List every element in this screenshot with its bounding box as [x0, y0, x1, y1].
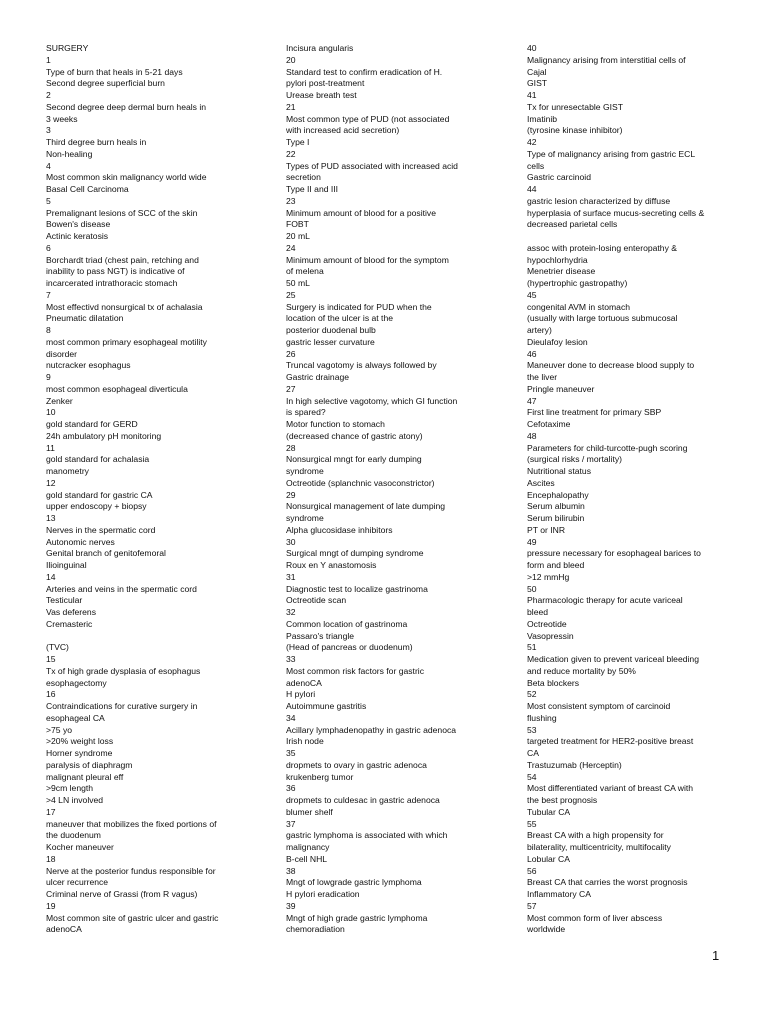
text-line: Nonsurgical mngt for early dumping [286, 454, 422, 465]
text-line: 22 [286, 148, 296, 159]
text-line: 19 [46, 900, 56, 911]
text-line: 16 [46, 689, 56, 700]
text-line: 50 mL [286, 278, 310, 288]
text-line: 12 [46, 477, 56, 488]
text-line: H pylori [286, 689, 316, 700]
text-line: >75 yo [46, 724, 73, 735]
text-line: Serum bilirubin [527, 513, 585, 523]
text-line: (decreased chance of gastric atony) [286, 430, 423, 441]
column-1 [46, 43, 256, 936]
text-line: Breast CA that carries the worst prognosis [527, 877, 688, 888]
text-line: Actinic keratosis [46, 231, 109, 241]
text-line: (surgical risks / mortality) [527, 454, 623, 465]
text-line: pressure necessary for esophageal barices to [527, 548, 701, 559]
text-line: form and bleed [527, 560, 585, 570]
text-line: Inflammatory CA [527, 889, 591, 899]
text-line: 14 [46, 571, 56, 582]
text-line: assoc with protein-losing enteropathy & [527, 242, 677, 253]
text-line: Nonsurgical management of late dumping [286, 501, 446, 512]
text-line: 24h ambulatory pH monitoring [46, 430, 162, 441]
text-line: Testicular [46, 595, 83, 606]
text-line: Vasopressin [527, 630, 574, 641]
text-line: Tx for unresectable GIST [527, 101, 623, 112]
text-line: 6 [46, 242, 51, 253]
text-line: manometry [46, 466, 89, 476]
text-line: Genital branch of genitofemoral [46, 548, 166, 559]
text-line: 3 [46, 125, 51, 136]
text-line: Bowen's disease [46, 219, 111, 230]
text-line: 18 [46, 853, 56, 864]
text-line: 15 [46, 654, 56, 664]
text-line: Ascites [527, 477, 555, 488]
text-line: 32 [286, 607, 296, 617]
text-line: chemoradiation [286, 924, 345, 935]
text-line: Menetrier disease [527, 266, 596, 277]
text-line: 40 [527, 43, 537, 53]
text-line: Pneumatic dilatation [46, 313, 124, 324]
text-line: 24 [286, 242, 296, 253]
text-line: Standard test to confirm eradication of H. [286, 66, 443, 77]
text-line: Second degree deep dermal burn heals in [46, 101, 207, 112]
text-line: 25 [286, 289, 296, 300]
text-line: Cremasteric [46, 618, 93, 629]
text-line: Breast CA with a high propensity for [527, 830, 664, 841]
text-line: adenoCA [46, 924, 82, 935]
text-line: (hypertrophic gastropathy) [527, 278, 628, 288]
page-number: 1 [712, 948, 720, 963]
text-line: disorder [46, 348, 78, 359]
text-line: inability to pass NGT) is indicative of [46, 266, 185, 277]
text-line: 53 [527, 724, 537, 735]
text-line: Types of PUD associated with increased acid [286, 160, 458, 171]
text-line: Octreotide scan [286, 595, 347, 606]
text-line: Contraindications for curative surgery in [46, 701, 198, 711]
text-line: Most common type of PUD (not associated [286, 113, 450, 124]
text-line: 49 [527, 536, 537, 547]
text-line: Autonomic nerves [46, 536, 115, 547]
text-line: Gastric drainage [286, 372, 350, 382]
text-line: Type of burn that heals in 5-21 days [46, 66, 183, 77]
text-line: of melena [286, 266, 324, 277]
text-line: 30 [286, 536, 296, 547]
text-line: bilaterality, multicentricity, multifocality [527, 842, 671, 852]
text-line: bleed [527, 607, 549, 617]
text-line: the best prognosis [527, 795, 598, 805]
text-line: 8 [46, 325, 51, 335]
text-line: Basal Cell Carcinoma [46, 184, 129, 194]
text-line: Tubular CA [527, 806, 571, 817]
text-line: >12 mmHg [527, 571, 570, 582]
text-line: krukenberg tumor [286, 771, 354, 782]
text-line: Most differentiated variant of breast CA with [527, 783, 694, 794]
text-line: pylori post-treatment [286, 78, 365, 89]
text-line: 23 [286, 195, 296, 206]
text-line: Dieulafoy lesion [527, 336, 588, 347]
text-line: upper endoscopy + biopsy [46, 501, 147, 512]
text-line: Non-healing [46, 148, 93, 159]
text-line: 20 [286, 54, 296, 65]
text-line: 37 [286, 818, 296, 829]
text-line: Urease breath test [286, 90, 357, 100]
text-line: 26 [286, 348, 296, 359]
text-line: Pharmacologic therapy for acute variceal [527, 595, 683, 606]
text-line: 5 [46, 195, 51, 206]
text-line: 41 [527, 90, 537, 100]
text-line: artery) [527, 325, 552, 335]
text-line: blumer shelf [286, 806, 333, 817]
text-line: Parameters for child-turcotte-pugh scoring [527, 442, 688, 453]
text-line: Serum albumin [527, 501, 585, 512]
text-line: 44 [527, 184, 537, 194]
text-line: Incisura angularis [286, 43, 354, 53]
text-line: Surgery is indicated for PUD when the [286, 301, 432, 312]
text-line: the duodenum [46, 830, 101, 841]
text-line: >4 LN involved [46, 795, 104, 805]
text-line: targeted treatment for HER2-positive breast [527, 736, 694, 747]
text-line: Premalignant lesions of SCC of the skin [46, 207, 198, 218]
text-line: Gastric carcinoid [527, 172, 591, 183]
text-line: Zenker [46, 395, 73, 406]
text-line: location of the ulcer is at the [286, 313, 394, 324]
text-line: maneuver that mobilizes the fixed portions of [46, 818, 217, 829]
text-line: incarcerated intrathoracic stomach [46, 278, 178, 288]
text-line: PT or INR [527, 524, 566, 535]
text-line: 46 [527, 348, 537, 359]
text-line: Common location of gastrinoma [286, 618, 408, 629]
text-line: gold standard for achalasia [46, 454, 150, 465]
column-2 [286, 43, 496, 936]
text-line: Mngt of high grade gastric lymphoma [286, 912, 428, 923]
text-line: Maneuver done to decrease blood supply to [527, 360, 695, 371]
text-line: 52 [527, 689, 537, 700]
text-line: 21 [286, 101, 296, 112]
text-line: Horner syndrome [46, 748, 113, 758]
text-line: and reduce mortality by 50% [527, 665, 636, 676]
text-line: Criminal nerve of Grassi (from R vagus) [46, 889, 198, 899]
text-line: 48 [527, 430, 537, 441]
text-line: Arteries and veins in the spermatic cord [46, 583, 197, 594]
text-line: Diagnostic test to localize gastrinoma [286, 583, 428, 594]
text-line: Most consistent symptom of carcinoid [527, 701, 671, 711]
text-line: Trastuzumab (Herceptin) [527, 759, 622, 770]
text-line: paralysis of diaphragm [46, 759, 133, 770]
text-line: secretion [286, 172, 321, 183]
text-line: is spared? [286, 407, 326, 418]
text-line: 20 mL [286, 231, 310, 241]
text-line: Beta blockers [527, 677, 580, 688]
text-line: CA [527, 748, 539, 758]
text-line: Surgical mngt of dumping syndrome [286, 548, 424, 559]
text-line: Type II and III [286, 184, 339, 194]
text-line: Ilioinguinal [46, 560, 87, 570]
text-line: Type of malignancy arising from gastric ECL [527, 148, 696, 159]
text-line: 38 [286, 865, 296, 876]
text-line: Vas deferens [46, 607, 97, 617]
text-line: Lobular CA [527, 853, 570, 864]
text-line: esophagectomy [46, 677, 107, 688]
text-line: Octreotide (splanchnic vasoconstrictor) [286, 477, 435, 488]
text-line: Octreotide [527, 618, 567, 629]
text-line: decreased parietal cells [527, 219, 618, 230]
text-line: Tx of high grade dysplasia of esophagus [46, 665, 201, 676]
text-line: most common esophageal diverticula [46, 383, 188, 394]
text-line: gold standard for gastric CA [46, 489, 153, 500]
text-line: hyperplasia of surface mucus-secreting cells & [527, 207, 705, 218]
text-line: gastric lesion characterized by diffuse [527, 195, 671, 206]
text-line: 7 [46, 289, 51, 300]
text-line: 9 [46, 372, 51, 382]
text-line: Third degree burn heals in [46, 137, 147, 147]
text-line: adenoCA [286, 677, 322, 688]
column-3 [527, 43, 747, 936]
text-line: Malignancy arising from interstitial cells of [527, 54, 686, 65]
text-line: H pylori eradication [286, 889, 360, 899]
text-line: 34 [286, 712, 296, 723]
text-line: Borchardt triad (chest pain, retching and [46, 254, 199, 265]
text-line: Cefotaxime [527, 419, 571, 429]
text-line: Pringle maneuver [527, 383, 595, 394]
text-line: nutcracker esophagus [46, 360, 131, 371]
text-line: (usually with large tortuous submucosal [527, 313, 678, 324]
text-line: congenital AVM in stomach [527, 301, 631, 312]
text-line: 51 [527, 642, 537, 653]
text-line: Most common risk factors for gastric [286, 665, 425, 676]
text-line: esophageal CA [46, 712, 105, 723]
text-line: Acillary lymphadenopathy in gastric adenoca [286, 724, 457, 735]
text-line: Minimum amount of blood for the symptom [286, 254, 449, 265]
text-line: hypochlorhydria [527, 254, 588, 265]
text-line [46, 631, 256, 643]
text-line: 50 [527, 583, 537, 594]
text-line: ulcer recurrence [46, 877, 109, 888]
text-line [527, 231, 747, 243]
text-line: flushing [527, 712, 557, 723]
text-line: Roux en Y anastomosis [286, 560, 377, 570]
text-line: malignancy [286, 842, 330, 852]
text-line: In high selective vagotomy, which GI function [286, 395, 458, 406]
text-line: SURGERY [46, 43, 89, 53]
text-line: 55 [527, 818, 537, 829]
text-line: Imatinib [527, 113, 558, 124]
text-line: FOBT [286, 219, 309, 230]
text-line: Autoimmune gastritis [286, 701, 367, 711]
text-line: most common primary esophageal motility [46, 336, 207, 347]
text-line: the liver [527, 372, 558, 382]
text-line: 28 [286, 442, 296, 453]
text-line: Nutritional status [527, 466, 592, 476]
text-line: with increased acid secretion) [286, 125, 400, 136]
text-line: 10 [46, 407, 56, 418]
text-line: Truncal vagotomy is always followed by [286, 360, 437, 371]
text-line: (tyrosine kinase inhibitor) [527, 125, 623, 136]
text-line: 4 [46, 160, 51, 171]
text-line: Cajal [527, 66, 547, 77]
text-line: cells [527, 160, 545, 171]
text-line: (Head of pancreas or duodenum) [286, 642, 413, 653]
text-line: First line treatment for primary SBP [527, 407, 662, 418]
text-line: 54 [527, 771, 537, 782]
text-line: worldwide [527, 924, 566, 935]
text-line: Minimum amount of blood for a positive [286, 207, 436, 218]
text-line: 35 [286, 748, 296, 758]
text-line: gastric lesser curvature [286, 336, 375, 347]
text-line: 56 [527, 865, 537, 876]
text-line: 13 [46, 513, 56, 523]
text-line: dropmets to culdesac in gastric adenoca [286, 795, 440, 805]
text-line: Motor function to stomach [286, 419, 385, 429]
text-line: >9cm length [46, 783, 94, 794]
text-line: GIST [527, 78, 548, 89]
text-line: >20% weight loss [46, 736, 114, 747]
text-line: 1 [46, 54, 51, 65]
text-line: Most effectivd nonsurgical tx of achalasia [46, 301, 203, 312]
text-line: 29 [286, 489, 296, 500]
text-line: 36 [286, 783, 296, 794]
text-line: Medication given to prevent variceal bleeding [527, 654, 699, 664]
text-line: 31 [286, 571, 296, 582]
text-line: B-cell NHL [286, 853, 328, 864]
text-line: Passaro's triangle [286, 630, 355, 641]
text-line: Nerves in the spermatic cord [46, 524, 156, 535]
text-line: 17 [46, 806, 56, 817]
text-line: Kocher maneuver [46, 842, 114, 852]
text-line: Second degree superficial burn [46, 78, 165, 89]
text-line: posterior duodenal bulb [286, 325, 376, 335]
text-line: Mngt of lowgrade gastric lymphoma [286, 877, 422, 888]
text-line: Alpha glucosidase inhibitors [286, 524, 393, 535]
text-line: gold standard for GERD [46, 419, 138, 429]
text-line: 47 [527, 395, 537, 406]
text-line: Nerve at the posterior fundus responsible for [46, 865, 216, 876]
text-line: gastric lymphoma is associated with which [286, 830, 448, 841]
text-line: syndrome [286, 466, 324, 476]
text-line: malignant pleural eff [46, 771, 124, 782]
text-line: Most common form of liver abscess [527, 912, 663, 923]
text-line: Irish node [286, 736, 324, 747]
text-line: Most common skin malignancy world wide [46, 172, 207, 183]
text-line: 57 [527, 900, 537, 911]
text-line: Encephalopathy [527, 489, 589, 500]
text-line: 39 [286, 900, 296, 911]
text-line: dropmets to ovary in gastric adenoca [286, 759, 427, 770]
text-line: Type I [286, 137, 310, 147]
text-line: (TVC) [46, 642, 69, 653]
text-line: Most common site of gastric ulcer and gastric [46, 912, 219, 923]
text-line: 2 [46, 90, 51, 100]
text-line: 33 [286, 654, 296, 664]
text-line: 3 weeks [46, 113, 78, 124]
text-line: syndrome [286, 513, 324, 523]
text-line: 27 [286, 383, 296, 394]
text-line: 11 [46, 442, 55, 453]
text-line: 42 [527, 137, 537, 147]
text-line: 45 [527, 289, 537, 300]
